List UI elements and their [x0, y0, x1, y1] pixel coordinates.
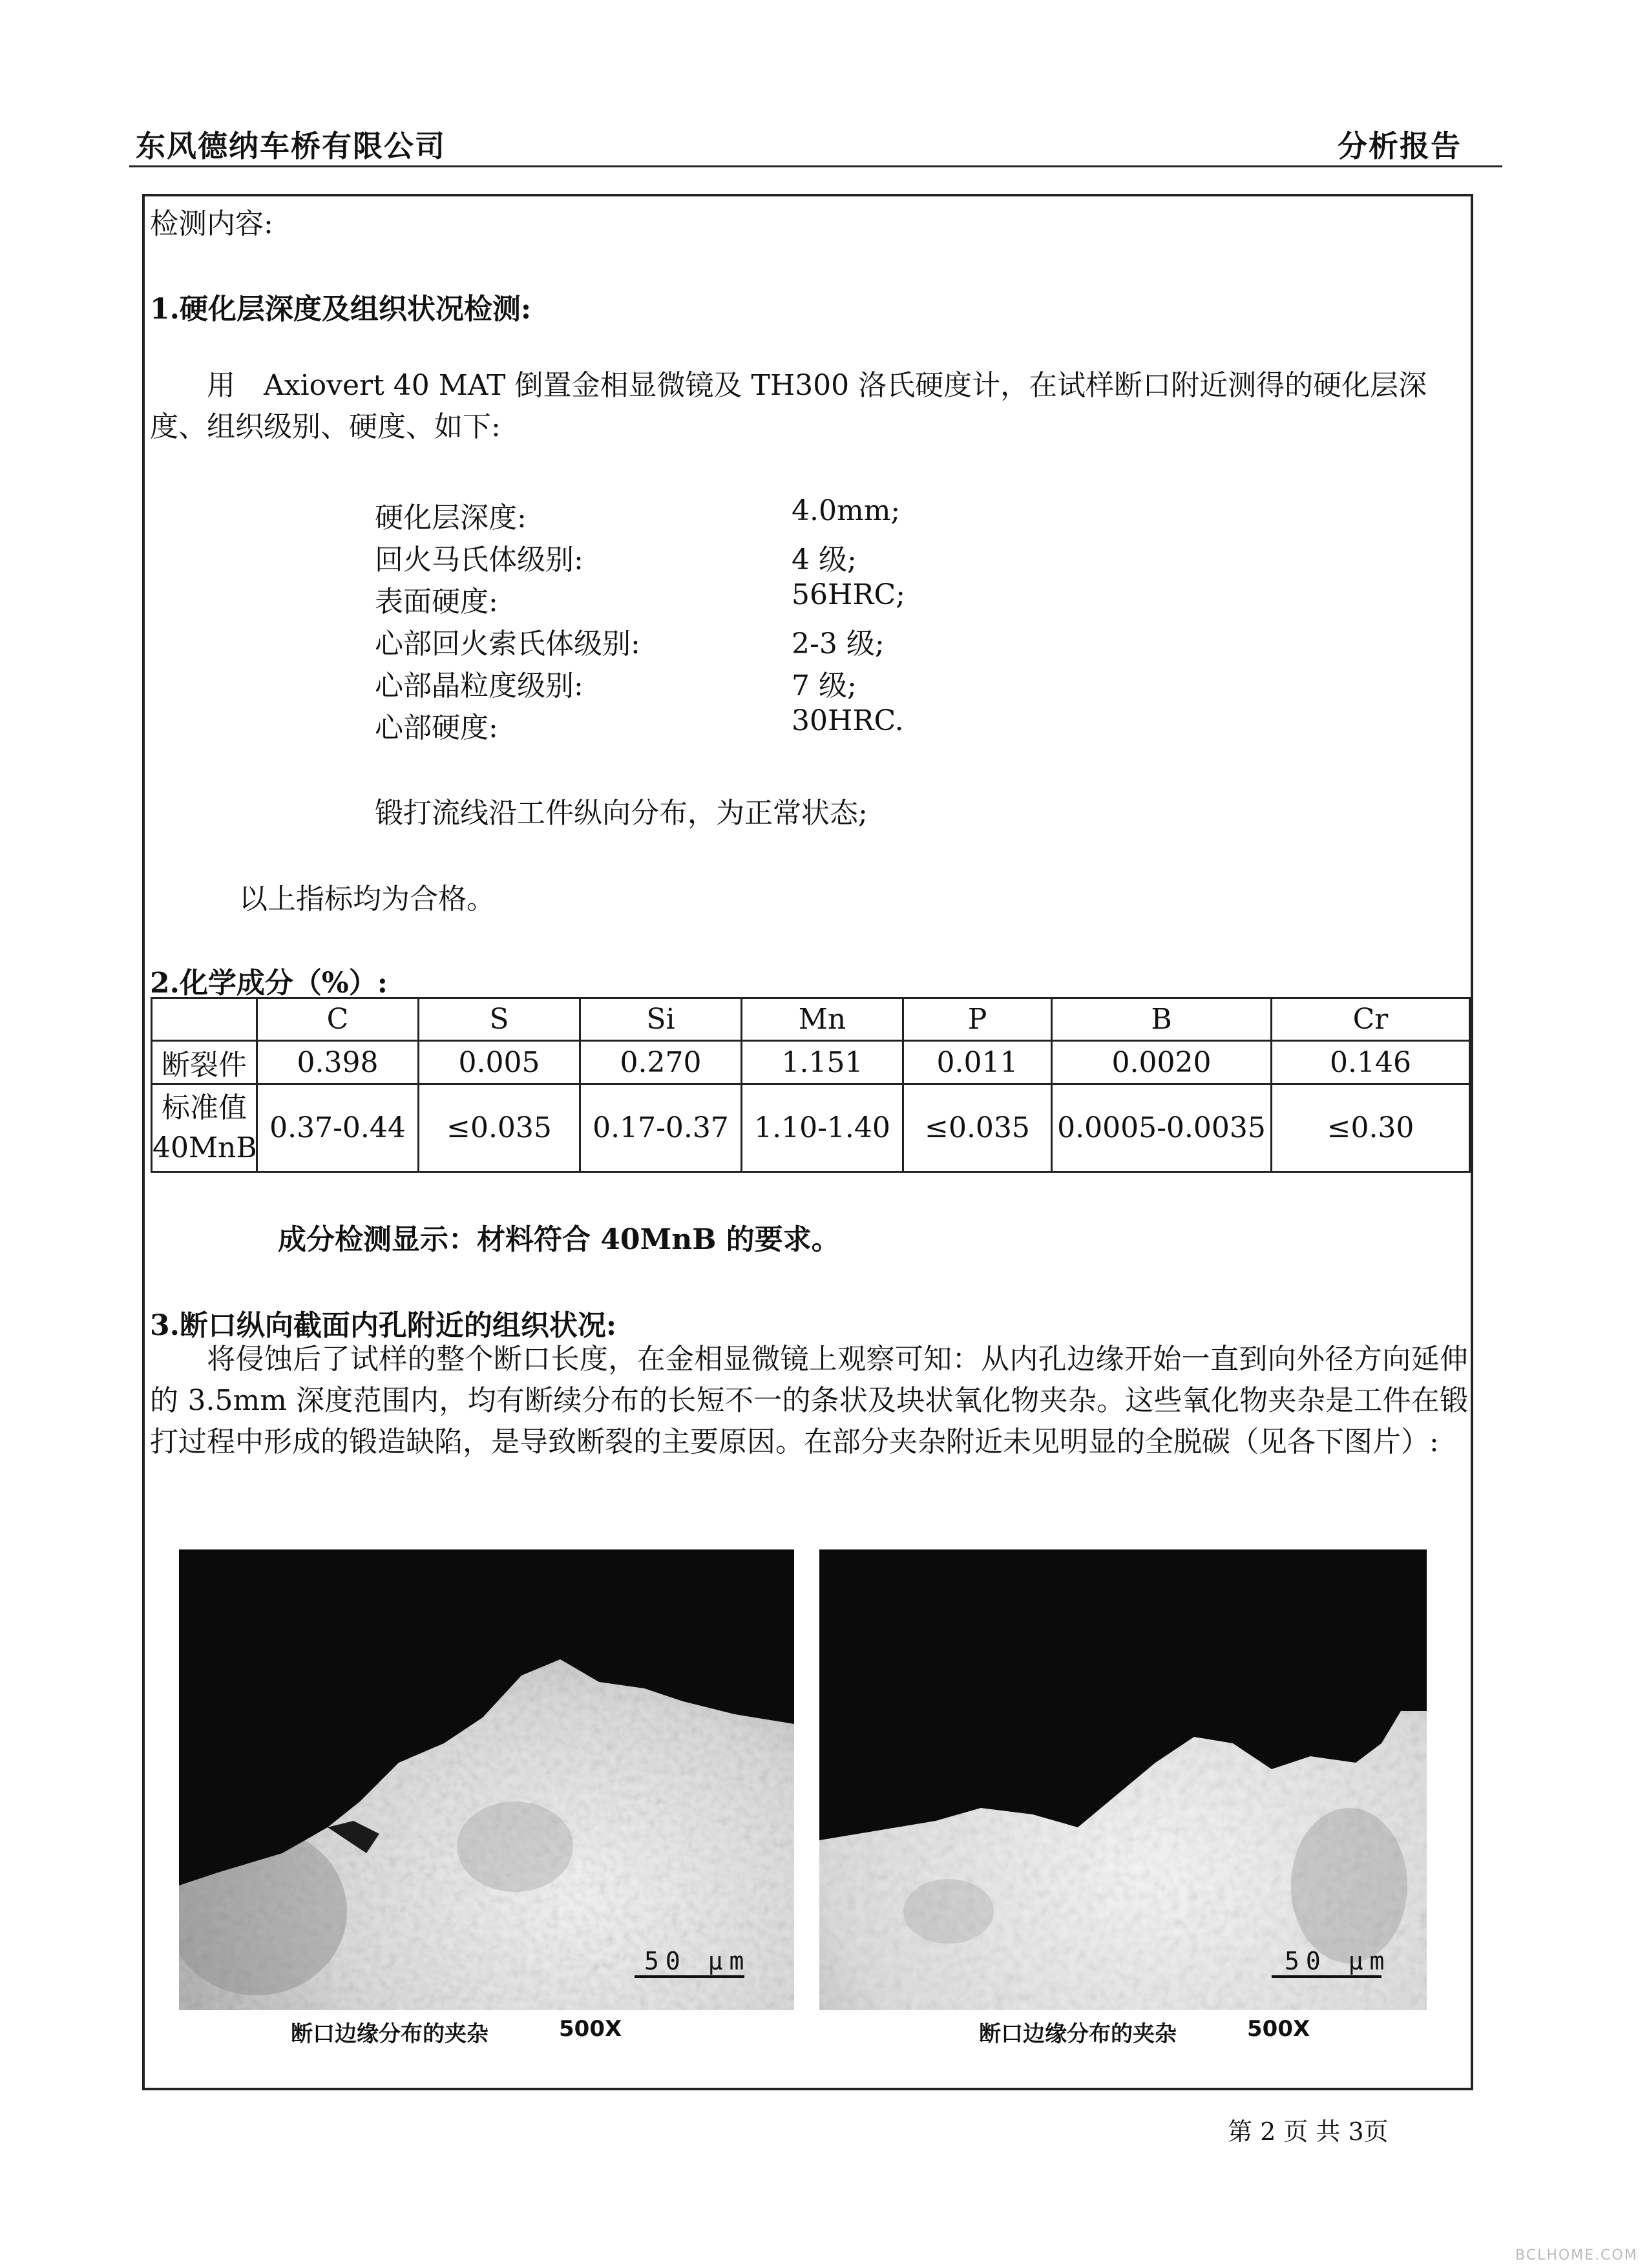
chemical-composition-table: [151, 997, 1471, 1173]
table-cell: 0.146: [1272, 1041, 1470, 1084]
report-type: 分析报告: [1338, 129, 1462, 163]
table-cell: 0.37-0.44: [257, 1084, 419, 1172]
page-number: 第 2 页 共 3页: [1228, 2117, 1389, 2146]
table-header-cell: Mn: [742, 998, 903, 1041]
table-cell: 0.398: [257, 1041, 419, 1084]
table-header-cell: [152, 998, 257, 1041]
table-cell: ≤0.035: [419, 1084, 580, 1172]
composition-result: 成分检测显示：材料符合 40MnB 的要求。: [278, 1223, 840, 1256]
scale-bar: [635, 1975, 744, 1978]
spec-label: 心部晶粒度级别:: [375, 669, 583, 702]
watermark: BCLHOME.COM: [1515, 2247, 1638, 2263]
spec-value: 56HRC;: [792, 578, 905, 611]
spec-value: 2-3 级;: [792, 627, 885, 660]
table-cell: 0.0005-0.0035: [1052, 1084, 1272, 1172]
spec-label: 回火马氏体级别:: [375, 543, 583, 576]
section1-conclusion: 以上指标均为合格。: [239, 883, 495, 916]
header-divider: [129, 165, 1502, 167]
table-header-cell: Cr: [1272, 998, 1470, 1041]
standard-label-line1: 标准值: [162, 1091, 247, 1124]
table-cell: [152, 1084, 257, 1172]
forging-note: 锻打流线沿工件纵向分布，为正常状态;: [375, 797, 868, 830]
micrograph-1: [179, 1549, 794, 2010]
table-cell: 0.0020: [1052, 1041, 1272, 1084]
content-title: 检测内容:: [150, 207, 273, 240]
micrograph-2-image: [819, 1549, 1427, 2010]
table-cell: 1.10-1.40: [742, 1084, 903, 1172]
figure-1-caption: 断口边缘分布的夹杂: [291, 2021, 488, 2047]
figure-2-magnification: 500X: [1247, 2016, 1310, 2042]
table-header-cell: B: [1052, 998, 1272, 1041]
table-cell: ≤0.30: [1272, 1084, 1470, 1172]
scale-bar: [1272, 1975, 1381, 1978]
section1-title: 1.硬化层深度及组织状况检测:: [150, 293, 532, 326]
spec-value: 4.0mm;: [792, 494, 901, 527]
table-row: [152, 1084, 1470, 1172]
table-header-cell: Si: [580, 998, 742, 1041]
company-name: 东风德纳车桥有限公司: [136, 129, 446, 163]
micrograph-2: [819, 1549, 1427, 2010]
section3-title: 3.断口纵向截面内孔附近的组织状况:: [150, 1309, 617, 1342]
table-cell: 1.151: [742, 1041, 903, 1084]
spec-label: 硬化层深度:: [375, 501, 527, 534]
spec-label: 心部回火索氏体级别:: [375, 627, 640, 660]
table-header-cell: S: [419, 998, 580, 1041]
scale-label: 50 μm: [644, 1947, 751, 1975]
scale-label: 50 μm: [1285, 1947, 1391, 1975]
table-header-cell: P: [903, 998, 1052, 1041]
table-row: [152, 1041, 1470, 1084]
table-cell: 0.005: [419, 1041, 580, 1084]
section3-body: 将侵蚀后了试样的整个断口长度，在金相显微镜上观察可知：从内孔边缘开始一直到向外径方向延伸的 3.5mm 深度范围内，均有断续分布的长短不一的条状及块状氧化物夹杂。这些氧化物夹杂是工件在锻打过程中形成的锻造缺陷，是导致断裂的主要原因。在部分夹杂附近未见明显的全脱碳（见各下图片）:: [150, 1343, 1468, 1458]
section1-intro: 用 Axiovert 40 MAT 倒置金相显微镜及 TH300 洛氏硬度计，在试样断口附近测得的硬化层深度、组织级别、硬度、如下:: [150, 369, 1427, 443]
table-cell: 0.011: [903, 1041, 1052, 1084]
spec-label: 心部硬度:: [375, 711, 498, 744]
figure-2-caption: 断口边缘分布的夹杂: [979, 2021, 1177, 2047]
table-cell: 0.270: [580, 1041, 742, 1084]
section2-title: 2.化学成分（%）:: [150, 967, 388, 1000]
spec-label: 表面硬度:: [375, 585, 498, 618]
table-header-cell: C: [257, 998, 419, 1041]
figure-1-magnification: 500X: [559, 2016, 622, 2042]
spec-value: 30HRC.: [792, 704, 904, 737]
table-header-row: [152, 998, 1470, 1041]
table-cell: 断裂件: [152, 1041, 257, 1084]
spec-value: 4 级;: [792, 543, 857, 576]
micrograph-1-image: [179, 1549, 794, 2010]
spec-value: 7 级;: [792, 669, 857, 702]
table-cell: ≤0.035: [903, 1084, 1052, 1172]
table-cell: 0.17-0.37: [580, 1084, 742, 1172]
standard-label-line2: 40MnB: [152, 1131, 257, 1164]
